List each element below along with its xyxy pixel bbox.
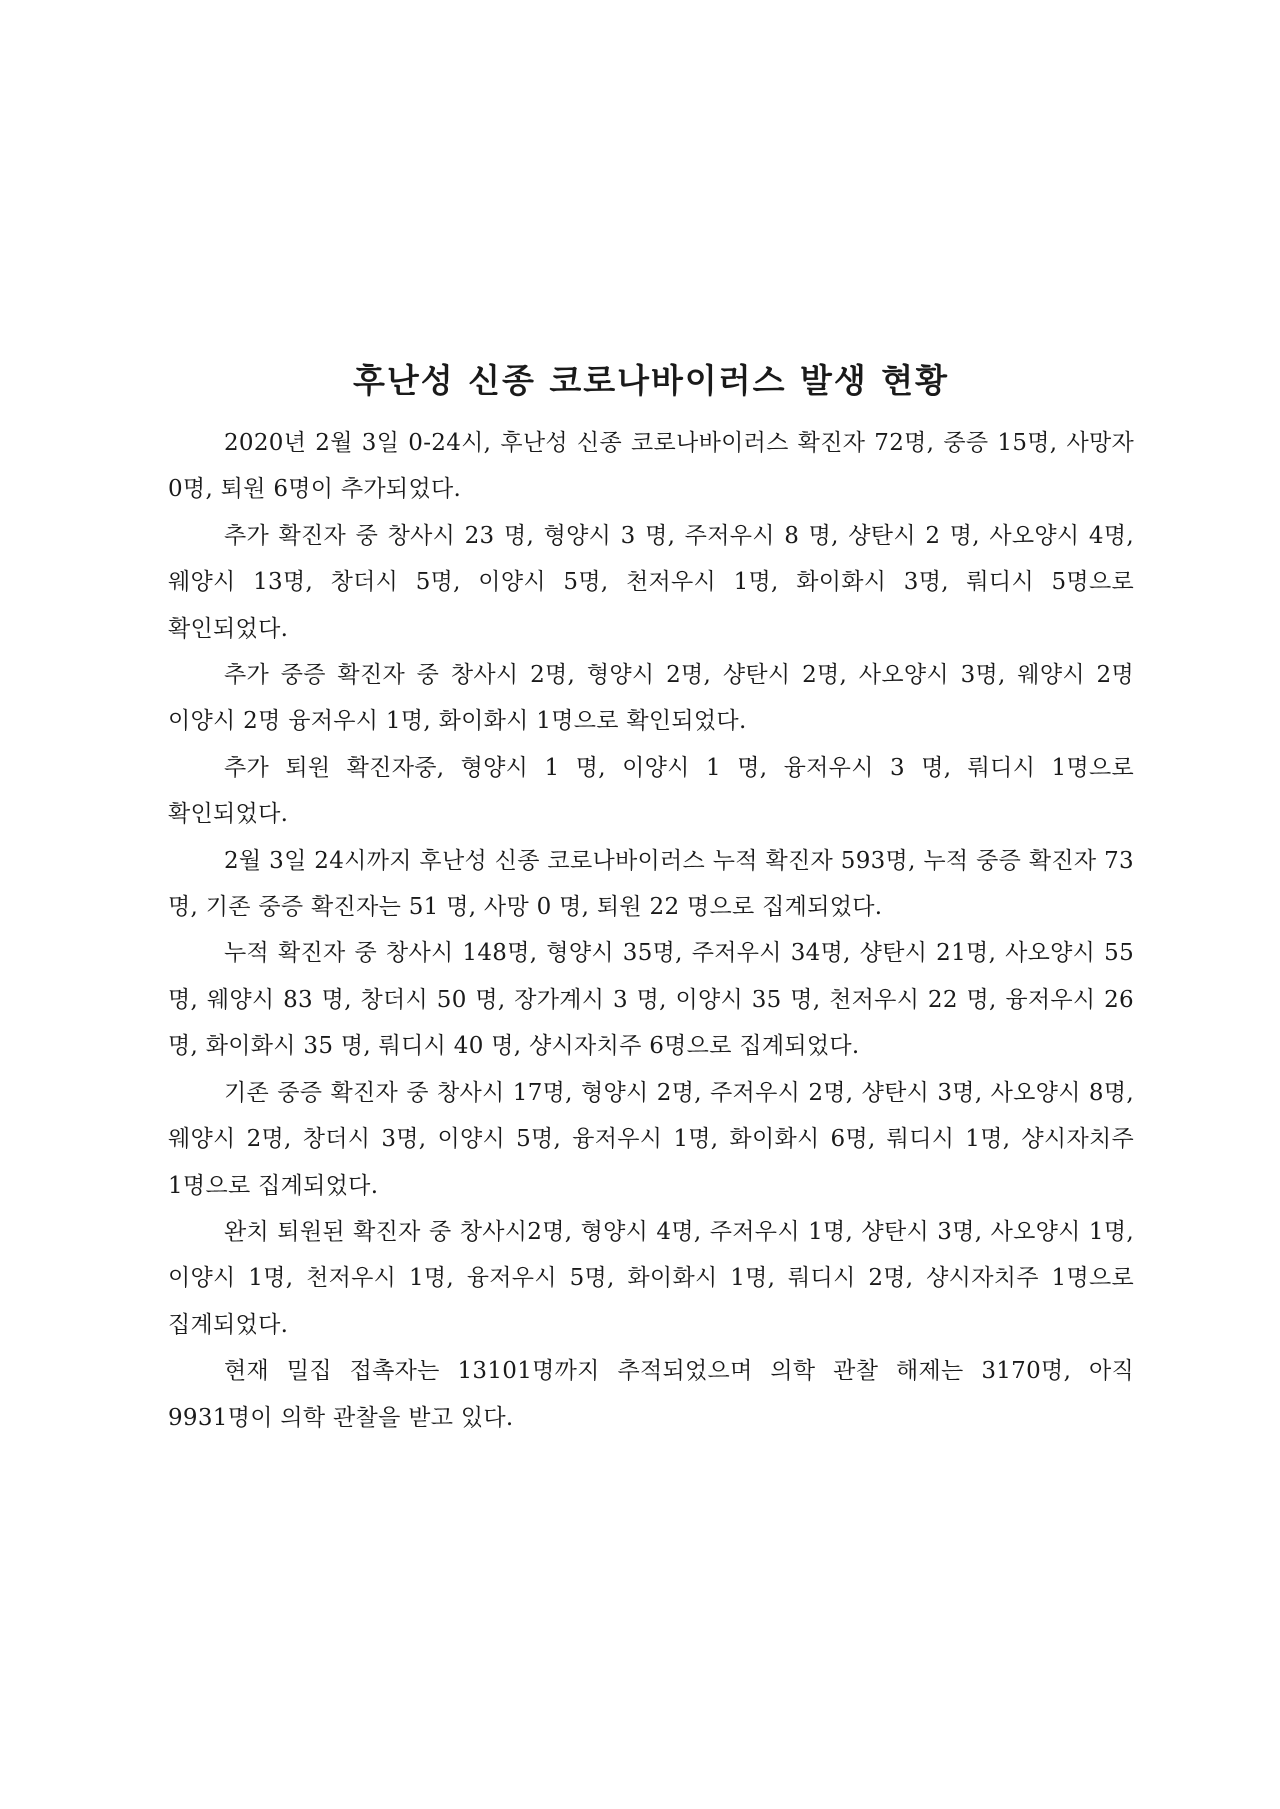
paragraph-recovered-by-city: 완치 퇴원된 확진자 중 창사시2명, 형양시 4명, 주저우시 1명, 샹탄시 3명, 사오양시 1명, 이양시 1명, 천저우시 1명, 융저우시 5명, 화이화시 1명, 뤄디시 2명, 샹시자치주 1명으로 집계되었다. — [168, 1218, 1134, 1338]
paragraph-new-discharged-by-city: 추가 퇴원 확진자중, 형양시 1 명, 이양시 1 명, 융저우시 3 명, 뤄디시 1명으로 확인되었다. — [168, 754, 1134, 828]
document-title: 후난성 신종 코로나바이러스 발생 현황 — [352, 361, 949, 400]
paragraph-cumulative-summary: 2월 3일 24시까지 후난성 신종 코로나바이러스 누적 확진자 593명, 누적 중증 확진자 73 명, 기존 중증 확진자는 51 명, 사망 0 명, 퇴원 22 명으로 집계되었다. — [168, 847, 1134, 921]
paragraph-new-cases-summary: 2020년 2월 3일 0-24시, 후난성 신종 코로나바이러스 확진자 72명, 중증 15명, 사망자 0명, 퇴원 6명이 추가되었다. — [168, 430, 1134, 503]
paragraph-cumulative-by-city: 누적 확진자 중 창사시 148명, 형양시 35명, 주저우시 34명, 샹탄시 21명, 사오양시 55 명, 웨양시 83 명, 창더시 50 명, 장가계시 3 명, 이양시 35 명, 천저우시 22 명, 융저우시 26 명, 화이화시 35 명, 뤄디시 40 명, 샹시자치주 6명으로 집계되었다. — [168, 940, 1134, 1060]
paragraph-new-severe-by-city: 추가 중증 확진자 중 창사시 2명, 형양시 2명, 샹탄시 2명, 사오양시 3명, 웨양시 2명 이양시 2명 융저우시 1명, 화이화시 1명으로 확인되었다. — [168, 662, 1134, 735]
paragraph-new-cases-by-city: 추가 확진자 중 창사시 23 명, 형양시 3 명, 주저우시 8 명, 샹탄시 2 명, 사오양시 4명, 웨양시 13명, 창더시 5명, 이양시 5명, 천저우시 1명, 화이화시 3명, 뤄디시 5명으로 확인되었다. — [168, 522, 1134, 642]
paragraph-close-contacts: 현재 밀집 접촉자는 13101명까지 추적되었으며 의학 관찰 해제는 3170명, 아직 9931명이 의학 관찰을 받고 있다. — [168, 1358, 1134, 1431]
paragraph-existing-severe-by-city: 기존 중증 확진자 중 창사시 17명, 형양시 2명, 주저우시 2명, 샹탄시 3명, 사오양시 8명, 웨양시 2명, 창더시 3명, 이양시 5명, 융저우시 1명, 화이화시 6명, 뤄디시 1명, 샹시자치주 1명으로 집계되었다. — [168, 1079, 1134, 1199]
document-body — [168, 420, 1134, 1441]
